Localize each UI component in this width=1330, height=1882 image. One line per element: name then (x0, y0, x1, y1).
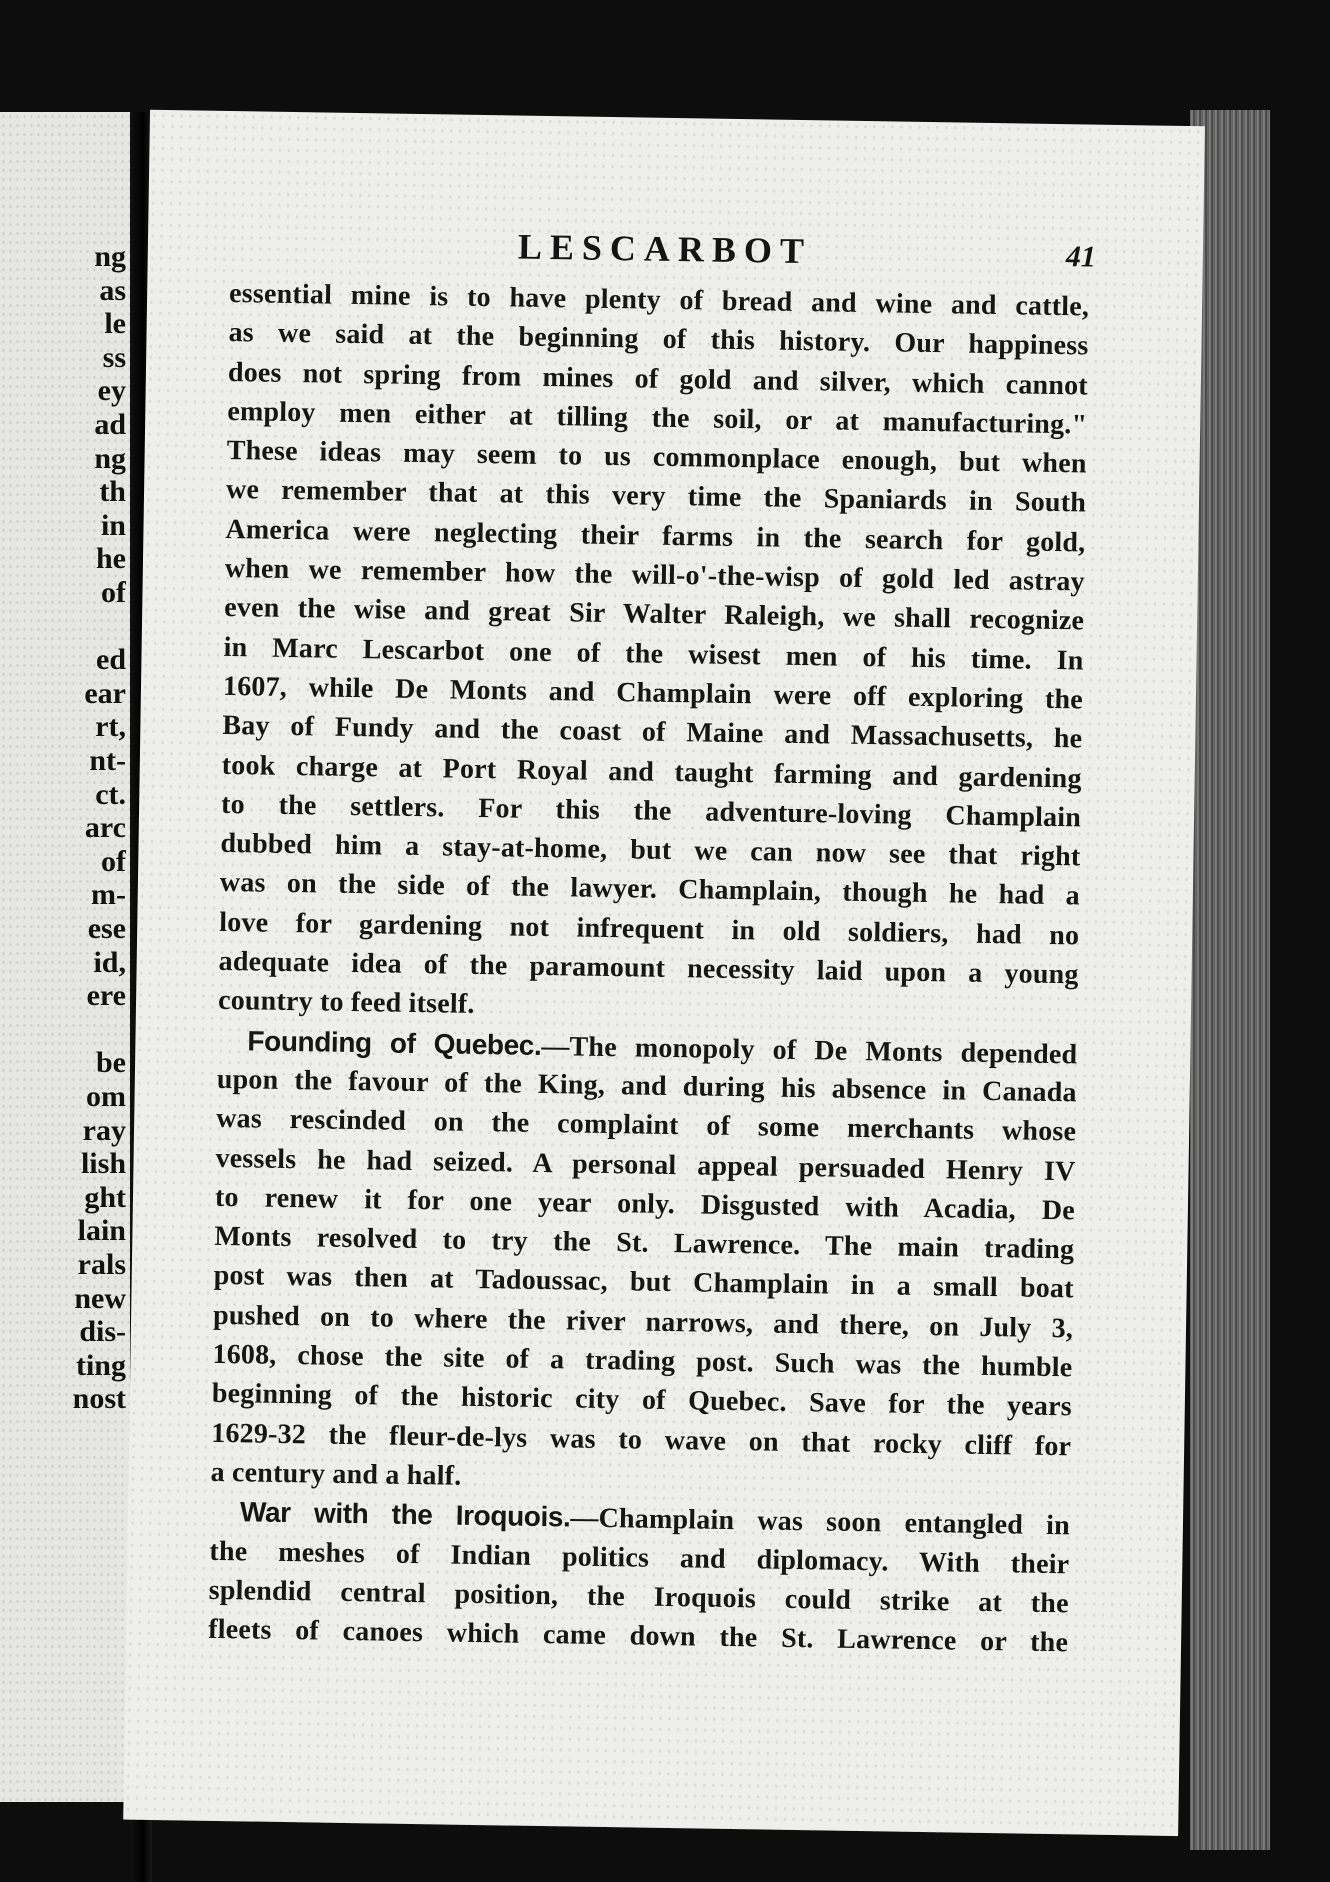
text-line: does not spring from mines of gold and silver, which cannot (227, 356, 1089, 402)
left-page-fragment: ear (84, 676, 126, 710)
left-page-fragment: be (96, 1046, 126, 1080)
text-line: These ideas may seem to us commonplace enough, but when (226, 435, 1087, 480)
section-text: —Champlain was soon entangled in (570, 1502, 1071, 1542)
left-page-fragment: ray (82, 1113, 126, 1147)
text-line: vessels he had seized. A personal appeal persuaded Henry IV (215, 1142, 1076, 1187)
left-page-fragment: rt, (95, 710, 126, 744)
text-line: we remember that at this very time the Spaniards in South (225, 474, 1087, 519)
left-page-fragment: nt- (89, 744, 126, 777)
text-line: 1629-32 the fleur-de-lys was to wave on that rocky cliff for (211, 1417, 1072, 1462)
book-page (123, 110, 1205, 1836)
left-page-fragment: om (86, 1080, 126, 1113)
left-page-fragment: ed (96, 643, 126, 677)
text-line: 1608, chose the site of a trading post. Such was the humble (212, 1338, 1073, 1384)
text-line: beginning of the historic city of Quebec. Save for the years (211, 1378, 1073, 1423)
left-page-fragment: ng (94, 240, 126, 273)
text-line: employ men either at tilling the soil, or at manufacturing." (227, 395, 1088, 441)
left-facing-page (0, 112, 132, 1802)
text-line: fleets of canoes which came down the St. Lawrence or the (207, 1613, 1069, 1659)
text-line: Monts resolved to try the St. Lawrence. The main trading (214, 1220, 1075, 1266)
text-line: even the wise and great Sir Walter Raleigh, we shall recognize (224, 592, 1085, 637)
body-text (208, 274, 1089, 1663)
left-page-fragment: ss (102, 340, 126, 374)
text-line: post was then at Tadoussac, but Champlain in a small boat (213, 1260, 1074, 1305)
text-line: love for gardening not infrequent in old soldiers, had no (219, 906, 1080, 952)
section-text: —The monopoly of De Monts depended (541, 1030, 1078, 1071)
left-page-fragment: m- (91, 878, 126, 912)
left-page-fragment: he (96, 542, 126, 576)
left-page-fragment: ght (84, 1180, 126, 1214)
running-head: LESCARBOT (517, 226, 813, 272)
left-page-fragment: new (74, 1281, 126, 1315)
left-page-fragment: th (99, 475, 126, 509)
left-page-fragment: le (104, 307, 126, 341)
left-page-fragment: lish (80, 1147, 126, 1181)
left-page-fragment: ting (75, 1348, 126, 1382)
left-page-fragment: ere (86, 979, 126, 1013)
section-paragraph (208, 1531, 1070, 1662)
left-page-fragment: rals (77, 1248, 126, 1281)
left-page-fragment: ng (94, 441, 126, 475)
text-line: 1607, while De Monts and Champlain were off exploring the (222, 670, 1084, 716)
text-line: adequate idea of the paramount necessity laid upon a young (218, 945, 1079, 991)
text-line: to renew it for one year only. Disgusted with Acadia, De (214, 1181, 1076, 1227)
left-page-fragment: dis- (79, 1315, 126, 1349)
left-page-fragment: ct. (95, 777, 126, 811)
left-page-fragment: ad (94, 408, 126, 441)
page-edges (1190, 110, 1270, 1850)
text-line: America were neglecting their farms in the search for gold, (225, 513, 1086, 559)
paragraph-continued (218, 274, 1090, 1034)
left-page-fragment: in (100, 508, 126, 542)
text-line: took charge at Port Royal and taught farming and gardening (221, 749, 1082, 794)
text-line: Bay of Fundy and the coast of Maine and Massachusetts, he (222, 710, 1083, 755)
text-line: a century and a half. (210, 1456, 462, 1492)
text-line: was on the side of the lawyer. Champlain, though he had a (219, 867, 1081, 912)
section-heading: War with the Iroquois. (239, 1496, 571, 1533)
section-heading: Founding of Quebec. (247, 1025, 542, 1061)
text-line: as we said at the beginning of this history. Our happiness (228, 317, 1089, 362)
left-page-fragment: nost (72, 1382, 126, 1416)
text-line: the meshes of Indian politics and diplomacy. With their (209, 1535, 1070, 1580)
left-page-fragment: of (101, 576, 126, 609)
left-page-fragment: lain (77, 1214, 126, 1248)
section-paragraph (210, 1060, 1077, 1506)
text-line: was rescinded on the complaint of some merchants whose (215, 1103, 1077, 1148)
text-line: pushed on to where the river narrows, and there, on July 3, (212, 1299, 1074, 1345)
page-number: 41 (1065, 240, 1097, 274)
left-page-fragment: as (99, 273, 126, 307)
text-line: when we remember how the will-o'-the-wisp of gold led astray (224, 553, 1086, 598)
text-line: dubbed him a stay-at-home, but we can now see that right (220, 828, 1081, 873)
text-line: essential mine is to have plenty of bread and wine and cattle, (228, 277, 1090, 323)
left-page-fragment: of (101, 844, 126, 878)
text-line: upon the favour of the King, and during his absence in Canada (216, 1063, 1077, 1109)
text-line: country to feed itself. (217, 985, 475, 1021)
text-line: in Marc Lescarbot one of the wisest men of his time. In (223, 631, 1084, 677)
left-page-fragment: arc (84, 811, 126, 845)
left-page-fragment: id, (93, 945, 126, 979)
left-page-fragment: ey (97, 374, 126, 408)
left-page-fragment: ese (87, 912, 126, 945)
text-line: to the settlers. For this the adventure-loving Champlain (220, 788, 1082, 834)
text-line: splendid central position, the Iroquois could strike at the (208, 1574, 1069, 1620)
